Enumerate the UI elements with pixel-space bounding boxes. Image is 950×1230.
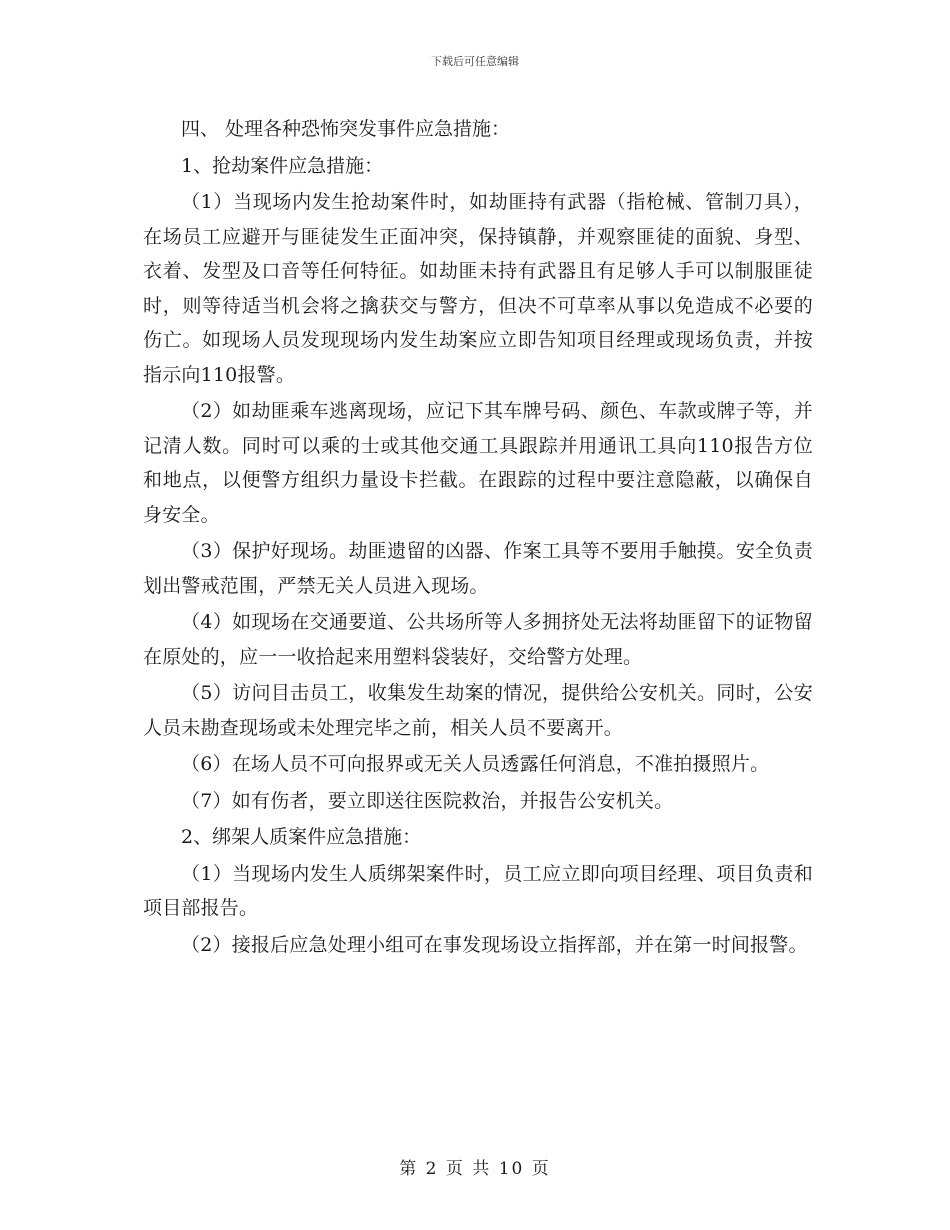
kidnapping-item-2: （2）接报后应急处理小组可在事发现场设立指挥部，并在第一时间报警。 [181, 933, 808, 956]
kidnapping-item-1: （1）当现场内发生人质绑架案件时，员工应立即向项目经理、项目负责和项目部报告。 [143, 862, 813, 919]
page-footer: 第 2 页 共 10 页 [399, 1159, 551, 1179]
document-body [143, 112, 813, 964]
robbery-item-4: （4）如现场在交通要道、公共场所等人多拥挤处无法将劫匪留下的证物留在原处的，应一一收拾起来用塑料袋装好，交给警方处理。 [143, 611, 813, 668]
page-header: 下载后可任意编辑 [431, 55, 519, 68]
subsection-title-robbery: 1、抢劫案件应急措施： [181, 154, 384, 177]
robbery-item-6: （6）在场人员不可向报界或无关人员透露任何消息，不准拍摄照片。 [181, 753, 770, 775]
subsection-title-kidnapping: 2、绑架人质案件应急措施： [181, 826, 422, 848]
robbery-item-1: （1）当现场内发生抢劫案件时，如劫匪持有武器（指枪械、管制刀具），在场员工应避开与匪徒发生正面冲突，保持镇静，并观察匪徒的面貌、身型、衣着、发型及口音等任何特征。如劫匪未持有武器且有足够人手可以制服匪徒时，则等待适当机会将之擒获交与警方，但决不可草率从事以免造成不必要的伤亡。如现场人员发现现场内发生劫案应立即告知项目经理或现场负责，并按指示向110报警。 [143, 191, 813, 386]
section-title: 四、 处理各种恐怖突发事件应急措施： [181, 118, 511, 140]
robbery-item-3: （3）保护好现场。劫匪遗留的凶器、作案工具等不要用手触摸。安全负责划出警戒范围，严禁无关人员进入现场。 [143, 540, 813, 597]
robbery-item-2: （2）如劫匪乘车逃离现场，应记下其车牌号码、颜色、车款或牌子等，并记清人数。同时可以乘的士或其他交通工具跟踪并用通讯工具向110报告方位和地点，以便警方组织力量设卡拦截。在跟踪的过程中要注意隐蔽，以确保自身安全。 [143, 400, 813, 526]
robbery-item-5: （5）访问目击员工，收集发生劫案的情况，提供给公安机关。同时，公安人员未勘查现场或未处理完毕之前，相关人员不要离开。 [143, 682, 813, 739]
robbery-item-7: （7）如有伤者，要立即送往医院救治，并报告公安机关。 [181, 789, 674, 812]
